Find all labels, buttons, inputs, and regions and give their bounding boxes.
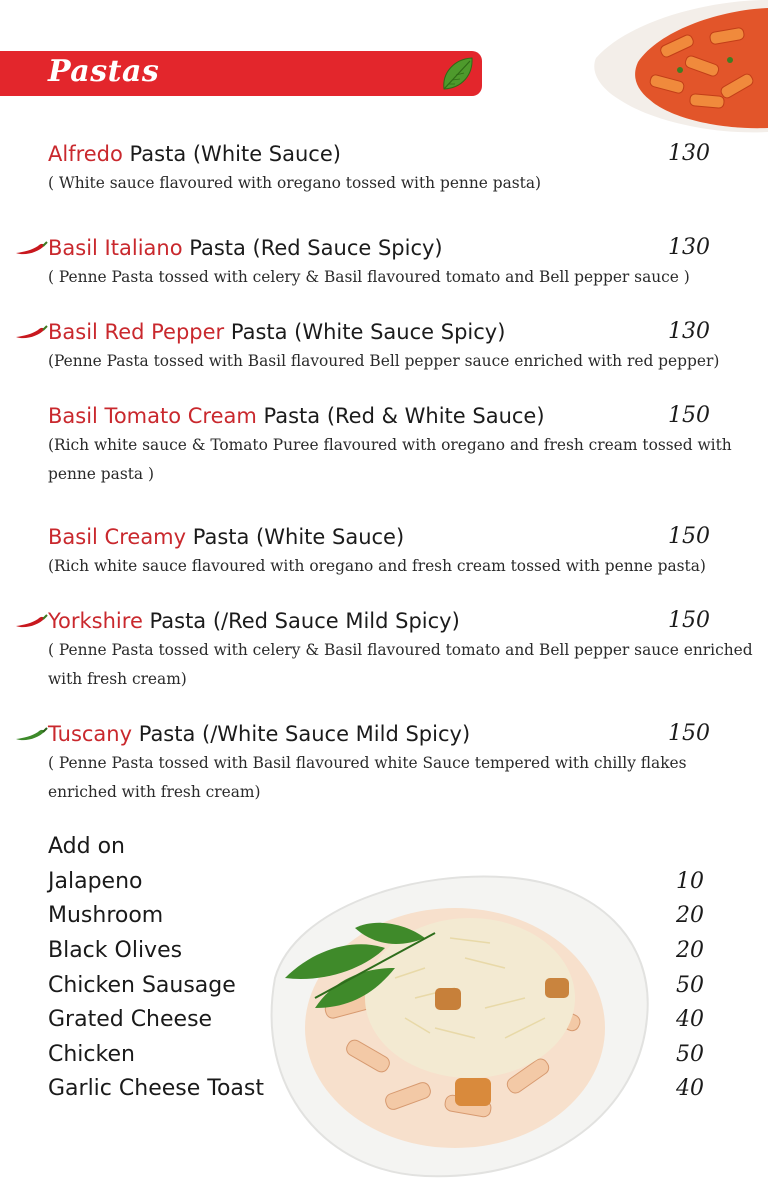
addon-price: 20 <box>676 903 704 928</box>
red-chili-icon <box>14 241 48 257</box>
addon-name: Mushroom <box>48 903 164 928</box>
item-name: Alfredo Pasta (White Sauce) <box>48 142 341 166</box>
menu-item <box>48 719 753 807</box>
menu-item <box>48 606 753 694</box>
item-description: ( Penne Pasta tossed with celery & Basil flavoured tomato and Bell pepper sauce enriched with fresh cream) <box>48 641 753 688</box>
addon-name: Grated Cheese <box>48 1007 213 1032</box>
addon-price: 40 <box>676 1007 704 1032</box>
addon-row <box>48 1003 708 1037</box>
addon-row <box>48 899 708 933</box>
item-price: 130 <box>668 141 710 166</box>
addon-heading: Add on <box>48 834 125 859</box>
item-name: Basil Tomato Cream Pasta (Red & White Sauce) <box>48 404 545 428</box>
item-name: Basil Italiano Pasta (Red Sauce Spicy) <box>48 236 443 260</box>
section-title: Pastas <box>48 54 160 89</box>
item-description: ( Penne Pasta tossed with celery & Basil flavoured tomato and Bell pepper sauce ) <box>48 268 690 286</box>
basil-leaf-icon <box>440 55 476 93</box>
item-name: Yorkshire Pasta (/Red Sauce Mild Spicy) <box>48 609 460 633</box>
menu-item <box>48 233 753 292</box>
green-chili-icon <box>14 727 48 743</box>
addon-row <box>48 934 708 968</box>
red-chili-icon <box>14 325 48 341</box>
addon-name: Chicken <box>48 1042 135 1067</box>
item-price: 150 <box>668 524 710 549</box>
item-description: (Rich white sauce flavoured with oregano and fresh cream tossed with penne pasta) <box>48 557 706 575</box>
item-description: (Rich white sauce & Tomato Puree flavoured with oregano and fresh cream tossed with penne pasta ) <box>48 436 732 483</box>
menu-item <box>48 139 753 198</box>
item-description: ( Penne Pasta tossed with Basil flavoured white Sauce tempered with chilly flakes enriched with fresh cream) <box>48 754 687 801</box>
item-price: 150 <box>668 403 710 428</box>
item-description: (Penne Pasta tossed with Basil flavoured Bell pepper sauce enriched with red pepper) <box>48 352 720 370</box>
item-description: ( White sauce flavoured with oregano tossed with penne pasta) <box>48 174 542 192</box>
addon-name: Chicken Sausage <box>48 973 236 998</box>
addon-row <box>48 1072 708 1106</box>
addon-name: Jalapeno <box>48 869 143 894</box>
item-price: 130 <box>668 319 710 344</box>
addon-price: 40 <box>676 1076 704 1101</box>
menu-item <box>48 401 753 489</box>
addon-price: 50 <box>676 973 704 998</box>
addon-row <box>48 865 708 899</box>
addon-name: Garlic Cheese Toast <box>48 1076 264 1101</box>
section-banner <box>0 51 482 96</box>
item-name: Basil Creamy Pasta (White Sauce) <box>48 525 405 549</box>
addon-name: Black Olives <box>48 938 183 963</box>
item-price: 130 <box>668 235 710 260</box>
addon-price: 10 <box>676 869 704 894</box>
addon-price: 50 <box>676 1042 704 1067</box>
menu-item <box>48 522 753 581</box>
red-chili-icon <box>14 614 48 630</box>
item-price: 150 <box>668 721 710 746</box>
item-price: 150 <box>668 608 710 633</box>
addon-row <box>48 969 708 1003</box>
item-name: Tuscany Pasta (/White Sauce Mild Spicy) <box>48 722 471 746</box>
addon-price: 20 <box>676 938 704 963</box>
menu-item <box>48 317 753 376</box>
item-name: Basil Red Pepper Pasta (White Sauce Spicy) <box>48 320 506 344</box>
addon-row <box>48 1038 708 1072</box>
pasta-dish-image <box>590 0 768 135</box>
